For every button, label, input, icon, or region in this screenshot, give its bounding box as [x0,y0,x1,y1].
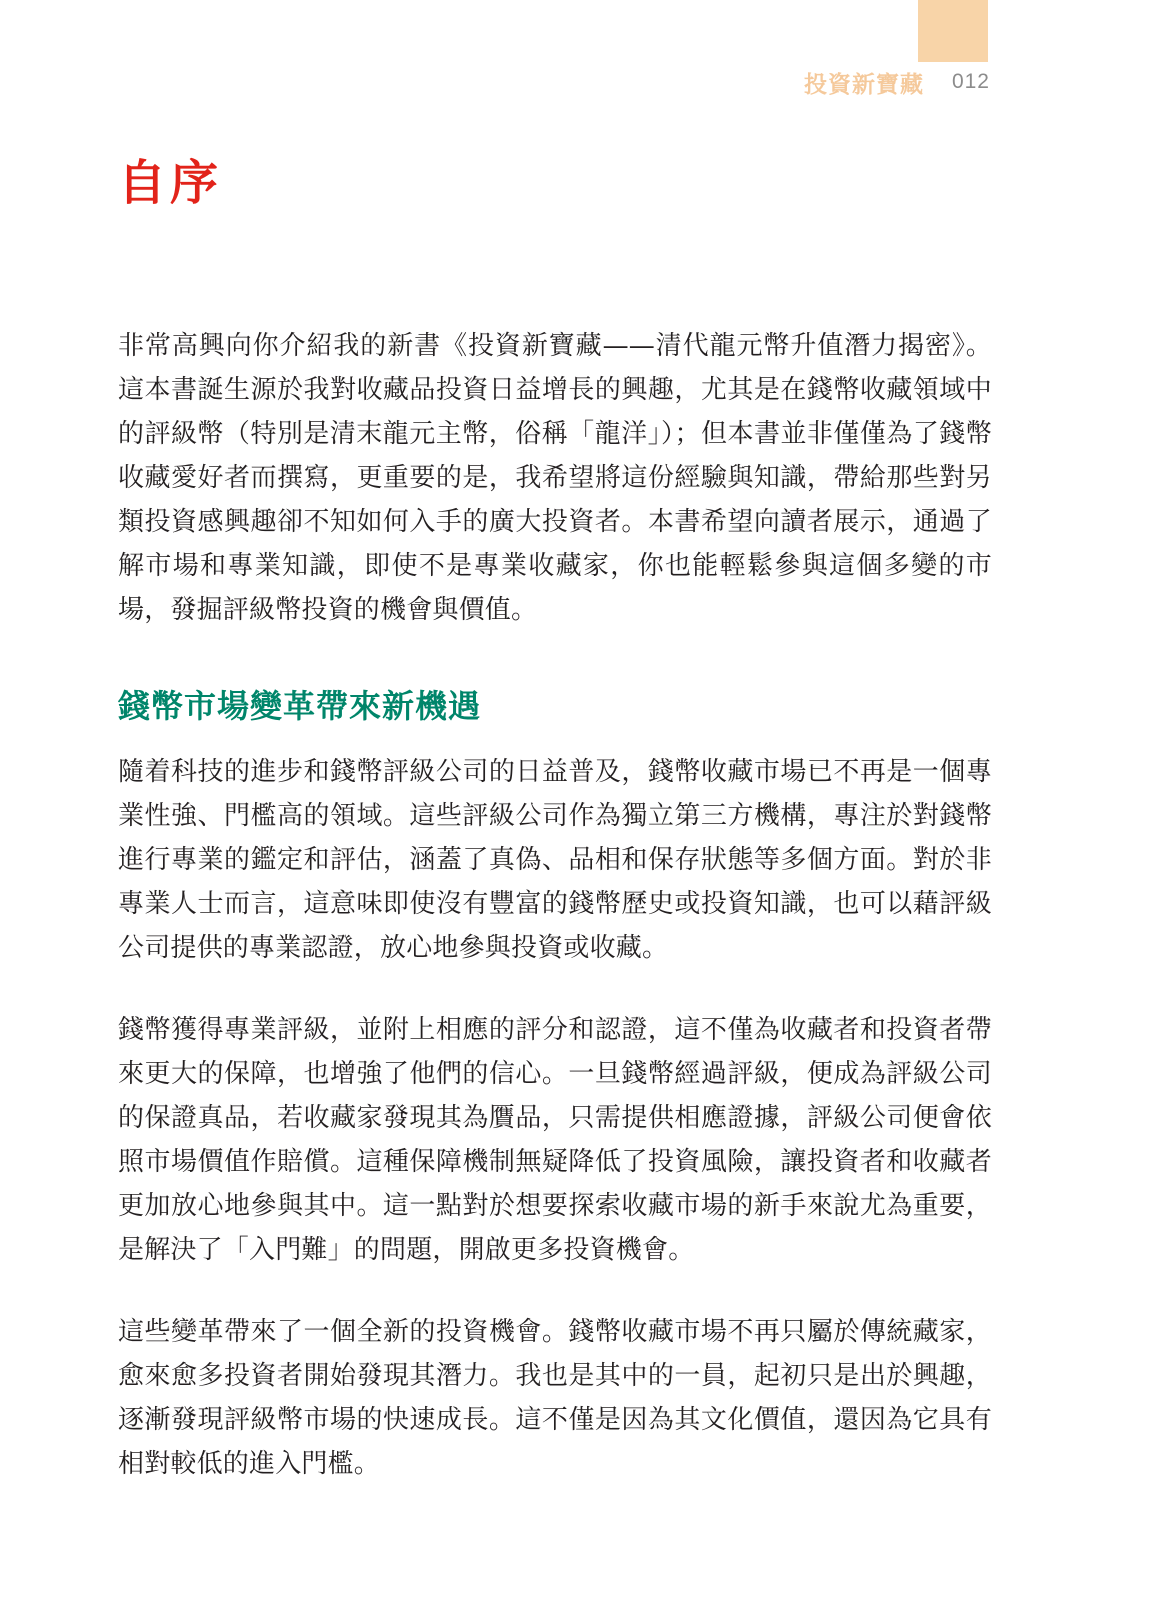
intro-paragraph: 非常高興向你介紹我的新書《投資新寶藏——清代龍元幣升值潛力揭密》。這本書誕生源於我對收藏品投資日益增長的興趣，尤其是在錢幣收藏領域中的評級幣（特別是清末龍元主幣，俗稱「龍洋」）；但本書並非僅僅為了錢幣收藏愛好者而撰寫，更重要的是，我希望將這份經驗與知識，帶給那些對另類投資感興趣卻不知如何入手的廣大投資者。本書希望向讀者展示，通過了解市場和專業知識，即使不是專業收藏家，你也能輕鬆參與這個多變的市場，發掘評級幣投資的機會與價值。 [118,331,992,625]
running-header [804,64,990,100]
body-content [118,324,992,1486]
body-paragraph-3: 這些變革帶來了一個全新的投資機會。錢幣收藏市場不再只屬於傳統藏家，愈來愈多投資者開始發現其潛力。我也是其中的一員，起初只是出於興趣，逐漸發現評級幣市場的快速成長。這不僅是因為其文化價值，還因為它具有相對較低的進入門檻。 [118,1316,992,1479]
chapter-tab-marker [918,0,988,62]
page-number: 012 [951,70,990,93]
page-title: 自序 [118,155,223,211]
body-paragraph-1: 隨着科技的進步和錢幣評級公司的日益普及，錢幣收藏市場已不再是一個專業性強、門檻高的領域。這些評級公司作為獨立第三方機構，專注於對錢幣進行專業的鑑定和評估，涵蓋了真偽、品相和保存狀態等多個方面。對於非專業人士而言，這意味即使沒有豐富的錢幣歷史或投資知識，也可以藉評級公司提供的專業認證，放心地參與投資或收藏。 [118,756,992,963]
section-heading: 錢幣市場變革帶來新機遇 [118,687,482,725]
body-paragraph-2: 錢幣獲得專業評級，並附上相應的評分和認證，這不僅為收藏者和投資者帶來更大的保障，也增強了他們的信心。一旦錢幣經過評級，便成為評級公司的保證真品，若收藏家發現其為贋品，只需提供相應證據，評級公司便會依照市場價值作賠償。這種保障機制無疑降低了投資風險，讓投資者和收藏者更加放心地參與其中。這一點對於想要探索收藏市場的新手來說尤為重要，是解決了「入門難」的問題，開啟更多投資機會。 [118,1014,992,1265]
running-header-book-title: 投資新寶藏 [803,70,924,98]
